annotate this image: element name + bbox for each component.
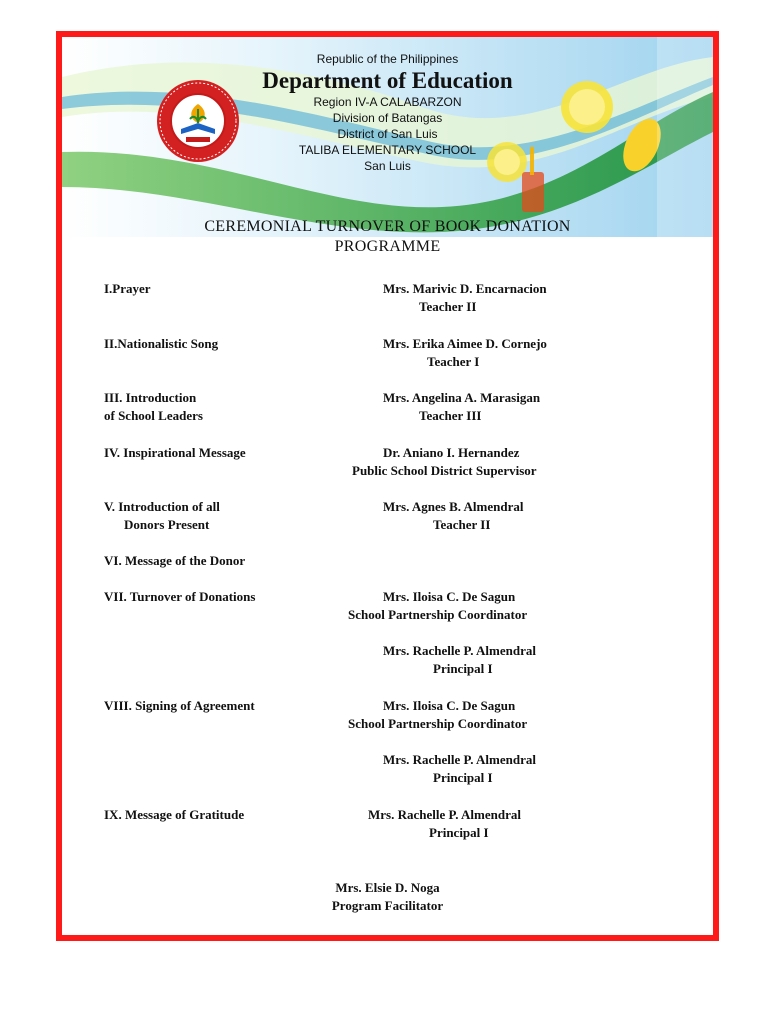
person-name: Mrs. Angelina A. Marasigan xyxy=(383,390,541,405)
person-name: Mrs. Iloisa C. De Sagun xyxy=(383,698,516,713)
town-text: San Luis xyxy=(364,159,411,173)
program-person xyxy=(332,697,632,733)
program-item-label: V. Introduction of all xyxy=(104,499,220,514)
program-item xyxy=(104,588,334,606)
republic-text: Republic of the Philippines xyxy=(316,52,459,66)
program-item-label: of School Leaders xyxy=(104,408,203,423)
person-role: Teacher I xyxy=(427,354,480,369)
person-name: Mrs. Rachelle P. Almendral xyxy=(368,807,521,822)
person-name: Mrs. Marivic D. Encarnacion xyxy=(383,281,547,296)
person-role: Principal I xyxy=(433,661,493,676)
person-role: School Partnership Coordinator xyxy=(348,716,528,731)
program-item-label: III. Introduction xyxy=(104,390,197,405)
person-name: Mrs. Agnes B. Almendral xyxy=(383,499,524,514)
program-person xyxy=(332,806,632,842)
program-title xyxy=(62,217,713,257)
person-name: Mrs. Erika Aimee D. Cornejo xyxy=(383,336,547,351)
program-person xyxy=(332,389,632,425)
program-item-label: VI. Message of the Donor xyxy=(104,553,246,568)
program-person xyxy=(332,588,632,624)
document-frame xyxy=(56,31,719,941)
program-item xyxy=(104,335,334,353)
program-person xyxy=(332,498,632,534)
region-text: Region IV-A CALABARZON xyxy=(313,95,462,109)
program-person xyxy=(332,280,632,316)
program-item-label: Donors Present xyxy=(124,517,210,532)
program-item xyxy=(104,806,334,824)
person-name: Mrs. Iloisa C. De Sagun xyxy=(383,589,516,604)
school-name: TALIBA ELEMENTARY SCHOOL xyxy=(298,143,477,157)
district-text: District of San Luis xyxy=(337,127,438,141)
program-item-label: VII. Turnover of Donations xyxy=(104,589,256,604)
facilitator-name: Mrs. Elsie D. Noga xyxy=(335,880,440,895)
program-item-label: IV. Inspirational Message xyxy=(104,445,246,460)
person-role: School Partnership Coordinator xyxy=(348,607,528,622)
program-item xyxy=(104,280,334,298)
program-person xyxy=(332,751,632,787)
program-person xyxy=(332,444,632,480)
division-text: Division of Batangas xyxy=(332,111,443,125)
program-item xyxy=(104,389,334,425)
person-role: Public School District Supervisor xyxy=(352,463,537,478)
program-item-label: IX. Message of Gratitude xyxy=(104,807,245,822)
program-item xyxy=(104,552,334,570)
program-item xyxy=(104,444,334,462)
program-person xyxy=(332,335,632,371)
program-title-line1: CEREMONIAL TURNOVER OF BOOK DONATION xyxy=(204,218,571,235)
program-facilitator xyxy=(62,879,713,915)
school-seal-logo xyxy=(156,79,240,163)
person-name: Dr. Aniano I. Hernandez xyxy=(383,445,520,460)
person-role: Principal I xyxy=(433,770,493,785)
program-item xyxy=(104,697,334,715)
program-title-line2: PROGRAMME xyxy=(334,238,441,255)
program-item-label: II.Nationalistic Song xyxy=(104,336,219,351)
facilitator-role: Program Facilitator xyxy=(331,898,444,913)
program-item-label: I.Prayer xyxy=(104,281,151,296)
person-role: Teacher II xyxy=(433,517,491,532)
department-title: Department of Education xyxy=(262,68,513,93)
program-item-label: VIII. Signing of Agreement xyxy=(104,698,255,713)
person-role: Teacher II xyxy=(419,299,477,314)
person-role: Teacher III xyxy=(419,408,482,423)
program-item xyxy=(104,498,334,534)
program-person xyxy=(332,642,632,678)
person-role: Principal I xyxy=(429,825,489,840)
person-name: Mrs. Rachelle P. Almendral xyxy=(383,643,536,658)
person-name: Mrs. Rachelle P. Almendral xyxy=(383,752,536,767)
